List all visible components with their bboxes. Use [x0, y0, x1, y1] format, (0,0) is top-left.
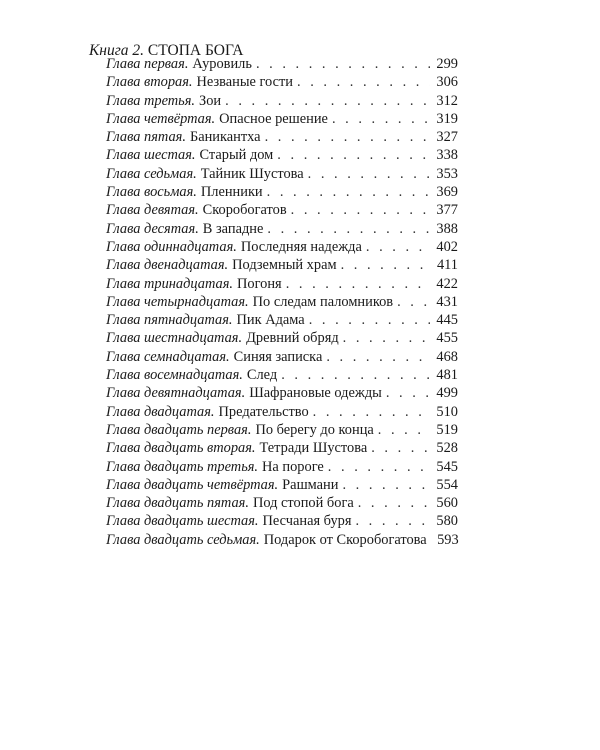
chapter-number: Глава двадцать четвёртая.: [106, 476, 279, 493]
page-number: 319: [436, 110, 458, 127]
chapter-number: Глава десятая.: [106, 220, 199, 237]
toc-entry: [106, 329, 458, 347]
toc-entry: [106, 421, 458, 439]
dot-leader: [267, 220, 430, 238]
chapter-title: Последняя надежда: [240, 238, 362, 255]
chapter-title: Подарок от Скоробогатова: [263, 531, 427, 548]
page-number: 377: [436, 202, 458, 219]
page-number: 468: [436, 348, 458, 365]
chapter-title: Скоробогатов: [202, 202, 287, 219]
page-number: 353: [436, 165, 458, 182]
dot-leader: [308, 165, 430, 183]
chapter-number: Глава восемнадцатая.: [106, 367, 243, 384]
toc-entry: [106, 220, 458, 238]
toc-entry: [106, 384, 458, 402]
chapter-title: По берегу до конца: [255, 421, 374, 438]
toc-entry: [106, 439, 458, 457]
chapter-title: Погоня: [237, 275, 282, 292]
page-number: 545: [436, 458, 458, 475]
chapter-title: Подземный храм: [232, 257, 337, 274]
dot-leader: [326, 348, 430, 366]
dot-leader: [343, 329, 430, 347]
chapter-title: Незваные гости: [196, 74, 293, 91]
chapter-number: Глава одиннадцатая.: [106, 238, 237, 255]
chapter-number: Глава четвёртая.: [106, 110, 216, 127]
page-number: 312: [436, 92, 458, 109]
chapter-title: По следам паломников: [252, 293, 394, 310]
dot-leader: [265, 128, 430, 146]
chapter-title: Тайник Шустова: [200, 165, 304, 182]
page-number: 327: [436, 129, 458, 146]
chapter-title: Под стопой бога: [252, 495, 354, 512]
chapter-title: Древний обряд: [246, 330, 339, 347]
chapter-number: Глава девятая.: [106, 202, 199, 219]
toc-entry: [106, 110, 458, 128]
page-number: 499: [436, 385, 458, 402]
chapter-number: Глава двадцать пятая.: [106, 495, 249, 512]
chapter-title: Зои: [199, 92, 222, 109]
chapter-number: Глава девятнадцатая.: [106, 385, 246, 402]
toc-entry: [106, 512, 458, 530]
chapter-title: Опасное решение: [219, 110, 328, 127]
toc-entry: [106, 256, 458, 274]
page-number: 388: [436, 220, 458, 237]
dot-leader: [225, 92, 430, 110]
dot-leader: [341, 256, 430, 274]
page-number: 593: [437, 531, 459, 548]
page-number: 299: [436, 56, 458, 72]
dot-leader: [286, 275, 430, 293]
dot-leader: [267, 183, 430, 201]
page-number: 554: [436, 476, 458, 493]
toc-entry: [106, 183, 458, 201]
toc-entry: [106, 403, 458, 421]
toc-entry: [106, 311, 458, 329]
chapter-title: Предательство: [218, 403, 309, 420]
page-number: 402: [436, 238, 458, 255]
toc-entry: [106, 92, 458, 110]
chapter-number: Глава шестая.: [106, 147, 196, 164]
chapter-title: Тетради Шустова: [259, 440, 368, 457]
toc-entry: [106, 201, 458, 219]
chapter-number: Глава двадцать первая.: [106, 421, 252, 438]
dot-leader: [366, 238, 430, 256]
toc-entry: [106, 458, 458, 476]
chapter-number: Глава двадцать третья.: [106, 458, 259, 475]
chapter-number: Глава двадцать седьмая.: [106, 531, 260, 548]
dot-leader: [386, 384, 430, 402]
page-number: 306: [436, 74, 458, 91]
toc-entry: [106, 494, 458, 512]
toc-entry: [106, 73, 458, 91]
chapter-number: Глава двадцатая.: [106, 403, 215, 420]
dot-leader: [332, 110, 430, 128]
chapter-title: Синяя записка: [233, 348, 323, 365]
page-number: 560: [436, 495, 458, 512]
dot-leader: [328, 458, 430, 476]
page-number: 431: [436, 293, 458, 310]
toc-entry: [106, 366, 458, 384]
chapter-number: Глава шестнадцатая.: [106, 330, 243, 347]
chapter-number: Глава семнадцатая.: [106, 348, 230, 365]
dot-leader: [277, 146, 430, 164]
chapter-number: Глава первая.: [106, 56, 189, 72]
dot-leader: [397, 293, 430, 311]
book-title: СТОПА БОГА: [147, 42, 244, 59]
toc-entry: [106, 531, 458, 549]
book-label: Книга 2.: [89, 42, 145, 59]
chapter-number: Глава двенадцатая.: [106, 257, 229, 274]
chapter-number: Глава вторая.: [106, 74, 193, 91]
dot-leader: [281, 366, 430, 384]
dot-leader: [256, 55, 430, 73]
page-number: 510: [436, 403, 458, 420]
dot-leader: [378, 421, 430, 439]
chapter-title: След: [246, 367, 278, 384]
dot-leader: [355, 512, 430, 530]
chapter-title: На пороге: [262, 458, 324, 475]
dot-leader: [297, 73, 430, 91]
table-of-contents: [106, 55, 458, 549]
page-number: 580: [436, 513, 458, 530]
dot-leader: [313, 403, 430, 421]
dot-leader: [309, 311, 430, 329]
chapter-number: Глава седьмая.: [106, 165, 197, 182]
chapter-title: Песчаная буря: [262, 513, 352, 530]
page-number: 528: [436, 440, 458, 457]
toc-entry: [106, 275, 458, 293]
chapter-number: Глава тринадцатая.: [106, 275, 234, 292]
chapter-title: Рашмани: [282, 476, 339, 493]
chapter-title: Пик Адама: [236, 312, 305, 329]
chapter-title: Шафрановые одежды: [249, 385, 382, 402]
chapter-number: Глава двадцать вторая.: [106, 440, 256, 457]
page-number: 422: [436, 275, 458, 292]
chapter-title: Пленники: [200, 184, 263, 201]
toc-entry: [106, 165, 458, 183]
chapter-title: Старый дом: [199, 147, 274, 164]
toc-entry: [106, 128, 458, 146]
page-number: 481: [436, 367, 458, 384]
page-number: 369: [436, 184, 458, 201]
toc-entry: [106, 146, 458, 164]
toc-entry: [106, 476, 458, 494]
dot-leader: [291, 201, 430, 219]
page-number: 455: [436, 330, 458, 347]
chapter-number: Глава пятнадцатая.: [106, 312, 233, 329]
chapter-title: В западне: [202, 220, 264, 237]
chapter-number: Глава четырнадцатая.: [106, 293, 249, 310]
chapter-title: Ауровиль: [192, 56, 252, 72]
dot-leader: [358, 494, 430, 512]
chapter-number: Глава восьмая.: [106, 184, 197, 201]
dot-leader: [342, 476, 430, 494]
chapter-number: Глава пятая.: [106, 129, 186, 146]
page-number: 411: [436, 257, 458, 274]
toc-entry: [106, 55, 458, 73]
chapter-number: Глава двадцать шестая.: [106, 513, 259, 530]
chapter-number: Глава третья.: [106, 92, 196, 109]
page-number: 338: [436, 147, 458, 164]
toc-entry: [106, 238, 458, 256]
chapter-title: Баникантха: [189, 129, 261, 146]
dot-leader: [371, 439, 430, 457]
page-number: 445: [436, 312, 458, 329]
page-number: 519: [436, 421, 458, 438]
toc-entry: [106, 348, 458, 366]
toc-entry: [106, 293, 458, 311]
